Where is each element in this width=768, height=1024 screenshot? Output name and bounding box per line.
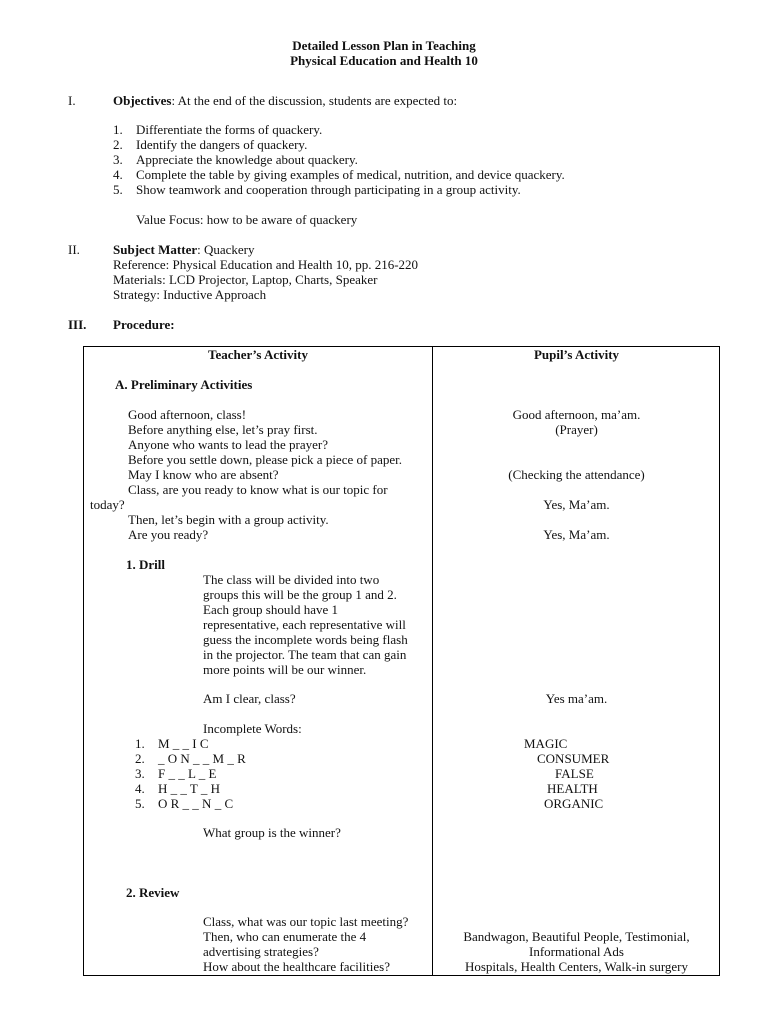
objective-num: 5. xyxy=(113,182,123,197)
drill-line: groups this will be the group 1 and 2. xyxy=(203,587,397,602)
pupil-response: (Checking the attendance) xyxy=(508,467,645,482)
materials-line: Materials: LCD Projector, Laptop, Charts, Speaker xyxy=(113,272,378,287)
subject-matter-line xyxy=(113,242,255,257)
review-line: Class, what was our topic last meeting? xyxy=(203,914,409,929)
drill-line: representative, each representative will xyxy=(203,617,406,632)
word-puzzle: F _ _ L _ E xyxy=(158,766,217,781)
word-num: 2. xyxy=(135,751,145,766)
procedure-heading: Procedure: xyxy=(113,317,175,332)
word-answer: ORGANIC xyxy=(544,796,604,811)
drill-line: The class will be divided into two xyxy=(203,572,380,587)
teacher-line: Before you settle down, please pick a piece of paper. xyxy=(128,452,402,467)
section-1-numeral: I. xyxy=(68,93,76,108)
title-line-1: Detailed Lesson Plan in Teaching xyxy=(292,38,476,53)
objective-num: 4. xyxy=(113,167,123,182)
word-num: 4. xyxy=(135,781,145,796)
section-2-numeral: II. xyxy=(68,242,80,257)
objective-text: Differentiate the forms of quackery. xyxy=(136,122,323,137)
teacher-line: Class, are you ready to know what is our topic for xyxy=(128,482,388,497)
winner-question: What group is the winner? xyxy=(203,825,341,840)
section-3-numeral: III. xyxy=(68,317,87,332)
drill-heading: 1. Drill xyxy=(126,557,165,572)
teacher-line: Are you ready? xyxy=(128,527,209,542)
word-num: 5. xyxy=(135,796,145,811)
teacher-line: May I know who are absent? xyxy=(128,467,279,482)
objective-text: Appreciate the knowledge about quackery. xyxy=(136,152,358,167)
review-answer: Bandwagon, Beautiful People, Testimonial, xyxy=(463,929,690,944)
objective-num: 2. xyxy=(113,137,123,152)
teacher-column xyxy=(84,347,433,976)
word-num: 1. xyxy=(135,736,145,751)
title-line-2: Physical Education and Health 10 xyxy=(290,53,478,68)
review-line: How about the healthcare facilities? xyxy=(203,959,390,974)
pupil-response: Yes, Ma’am. xyxy=(543,497,610,512)
objective-num: 3. xyxy=(113,152,123,167)
drill-line: more points will be our winner. xyxy=(203,662,367,677)
drill-line: guess the incomplete words being flash xyxy=(203,632,408,647)
objective-text: Complete the table by giving examples of medical, nutrition, and device quackery. xyxy=(136,167,565,182)
objectives-heading: Objectives xyxy=(113,93,172,108)
reference-line: Reference: Physical Education and Health 10, pp. 216-220 xyxy=(113,257,419,272)
review-heading: 2. Review xyxy=(126,885,180,900)
objective-text: Show teamwork and cooperation through participating in a group activity. xyxy=(136,182,521,197)
review-line: advertising strategies? xyxy=(203,944,319,959)
value-focus: Value Focus: how to be aware of quackery xyxy=(136,212,358,227)
drill-line: Each group should have 1 xyxy=(203,602,339,617)
pupil-response: Good afternoon, ma’am. xyxy=(512,407,641,422)
subject-matter-heading: Subject Matter xyxy=(113,242,198,257)
pupil-column xyxy=(433,347,720,976)
pupil-response: (Prayer) xyxy=(555,422,598,437)
teacher-line: Anyone who wants to lead the prayer? xyxy=(128,437,328,452)
word-answer: FALSE xyxy=(555,766,594,781)
review-line: Then, who can enumerate the 4 xyxy=(203,929,367,944)
objectives-line xyxy=(113,93,457,108)
incomplete-words-label: Incomplete Words: xyxy=(203,721,302,736)
subject-matter-value: : Quackery xyxy=(197,242,255,257)
teacher-column-header: Teacher’s Activity xyxy=(207,347,308,362)
word-puzzle: H _ _ T _ H xyxy=(158,781,220,796)
word-puzzle: O R _ _ N _ C xyxy=(158,796,234,811)
word-answer: MAGIC xyxy=(524,736,568,751)
word-answer: CONSUMER xyxy=(537,751,610,766)
word-puzzle: M _ _ I C xyxy=(158,736,209,751)
teacher-line: Good afternoon, class! xyxy=(128,407,247,422)
teacher-line: Then, let’s begin with a group activity. xyxy=(128,512,329,527)
objective-num: 1. xyxy=(113,122,123,137)
objective-text: Identify the dangers of quackery. xyxy=(136,137,308,152)
word-puzzle: _ O N _ _ M _ R xyxy=(158,751,246,766)
word-answer: HEALTH xyxy=(547,781,598,796)
teacher-line: Before anything else, let’s pray first. xyxy=(128,422,318,437)
strategy-line: Strategy: Inductive Approach xyxy=(113,287,267,302)
word-num: 3. xyxy=(135,766,145,781)
review-answer: Informational Ads xyxy=(529,944,624,959)
pupil-response: Yes, Ma’am. xyxy=(543,527,610,542)
procedure-table xyxy=(83,346,720,976)
clear-answer: Yes ma’am. xyxy=(545,691,608,706)
teacher-line: today? xyxy=(90,497,125,512)
review-answer: Hospitals, Health Centers, Walk-in surgery xyxy=(464,959,689,974)
preliminary-heading: A. Preliminary Activities xyxy=(115,377,253,392)
clear-question: Am I clear, class? xyxy=(203,691,296,706)
pupil-column-header: Pupil’s Activity xyxy=(533,347,620,362)
objectives-intro: : At the end of the discussion, students are expected to: xyxy=(171,93,458,108)
drill-line: in the projector. The team that can gain xyxy=(203,647,407,662)
